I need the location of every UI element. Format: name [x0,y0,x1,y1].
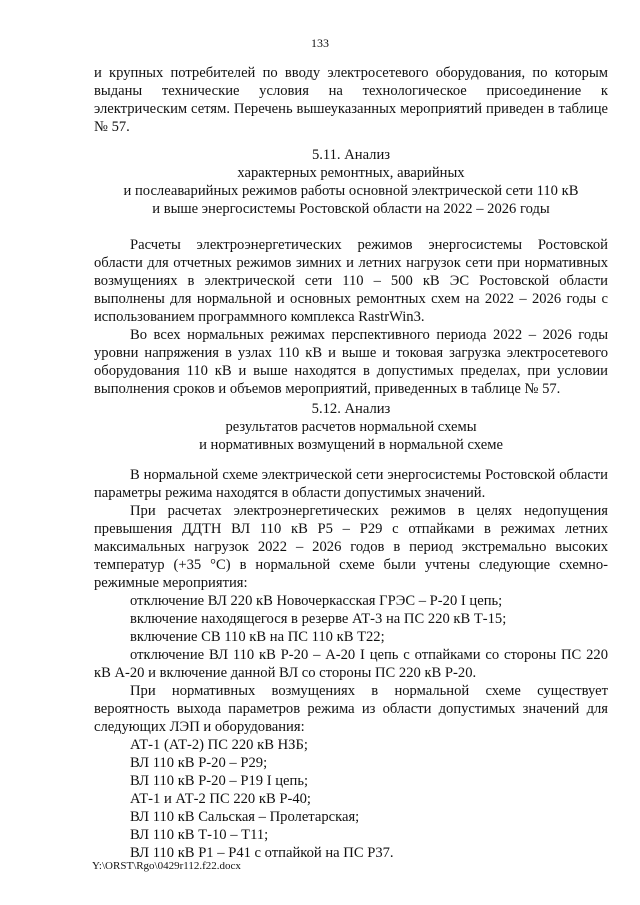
section-5-12-line2: результатов расчетов нормальной схемы [225,419,477,435]
intro-block [94,64,608,136]
equipment-item: АТ-1 и АТ-2 ПС 220 кВ Р-40; [130,791,311,807]
section-5-12-paragraph-2: При расчетах электроэнергетических режимов в целях недопущения превышения ДДТН ВЛ 110 кВ Р5 – Р29 с отпайками в режимах летних максимальных нагрузок 2022 – 2026 годов в период экстремально высоких температур (+35 °С) в нормальной схеме были учтены следующие схемно-режимные мероприятия: [94,503,608,591]
equipment-item: ВЛ 110 кВ Р-20 – Р29; [130,755,268,771]
equipment-item: АТ-1 (АТ-2) ПС 220 кВ НЗБ; [130,737,308,753]
measure-item: включение находящегося в резерве АТ-3 на ПС 220 кВ Т-15; [130,611,507,627]
intro-paragraph: и крупных потребителей по вводу электросетевого оборудования, по которым выданы технические условия на технологическое присоединение к электрическим сетям. Перечень вышеуказанных мероприятий приведен в таблице № 57. [94,65,608,135]
section-5-11-title: 5.11. Анализ [311,147,391,163]
section-5-12-title: 5.12. Анализ [311,401,391,417]
section-5-12-heading [94,400,608,454]
measure-item: включение СВ 110 кВ на ПС 110 кВ Т22; [130,629,385,645]
section-5-12-line3: и нормативных возмущений в нормальной схеме [199,437,503,453]
section-5-11-line3: и послеаварийных режимов работы основной электрической сети 110 кВ [123,183,579,199]
equipment-item: ВЛ 110 кВ Сальская – Пролетарская; [130,809,360,825]
equipment-item: ВЛ 110 кВ Т-10 – Т11; [130,827,269,843]
equipment-item: ВЛ 110 кВ Р1 – Р41 с отпайкой на ПС Р37. [130,845,394,861]
section-5-12-body [94,466,608,862]
page-number: 133 [311,36,329,50]
section-5-11-line2: характерных ремонтных, аварийных [237,165,465,181]
footer-file-path: Y:\ORST\Rgo\0429r112.f22.docx [92,860,241,872]
section-5-11-paragraph-1: Расчеты электроэнергетических режимов энергосистемы Ростовской области для отчетных режимов зимних и летних нагрузок сети при нормативных возмущениях в электрической сети 110 – 500 кВ ЭС Ростовской области выполнены для нормальной и основных ремонтных схем на 2022 – 2026 годы с использованием программного комплекса RastrWin3. [94,237,608,325]
measure-item: отключение ВЛ 220 кВ Новочеркасская ГРЭС – Р-20 I цепь; [130,593,503,609]
section-5-11-body [94,236,608,398]
section-5-11-paragraph-2: Во всех нормальных режимах перспективного периода 2022 – 2026 годы уровни напряжения в узлах 110 кВ и выше и токовая загрузка электросетевого оборудования 110 кВ и выше находятся в допустимых пределах, при условии выполнения сроков и объемов мероприятий, приведенных в таблице № 57. [94,327,608,397]
section-5-11-heading [94,146,608,218]
section-5-12-paragraph-3: При нормативных возмущениях в нормальной схеме существует вероятность выхода параметров режима из области допустимых значений для следующих ЛЭП и оборудования: [94,683,608,735]
measure-item-long: отключение ВЛ 110 кВ Р-20 – А-20 I цепь с отпайками со стороны ПС 220 кВ А-20 и включение данной ВЛ со стороны ПС 220 кВ Р-20. [94,647,608,681]
section-5-11-line4: и выше энергосистемы Ростовской области на 2022 – 2026 годы [152,201,550,217]
section-5-12-paragraph-1: В нормальной схеме электрической сети энергосистемы Ростовской области параметры режима находятся в области допустимых значений. [94,467,608,501]
equipment-item: ВЛ 110 кВ Р-20 – Р19 I цепь; [130,773,309,789]
